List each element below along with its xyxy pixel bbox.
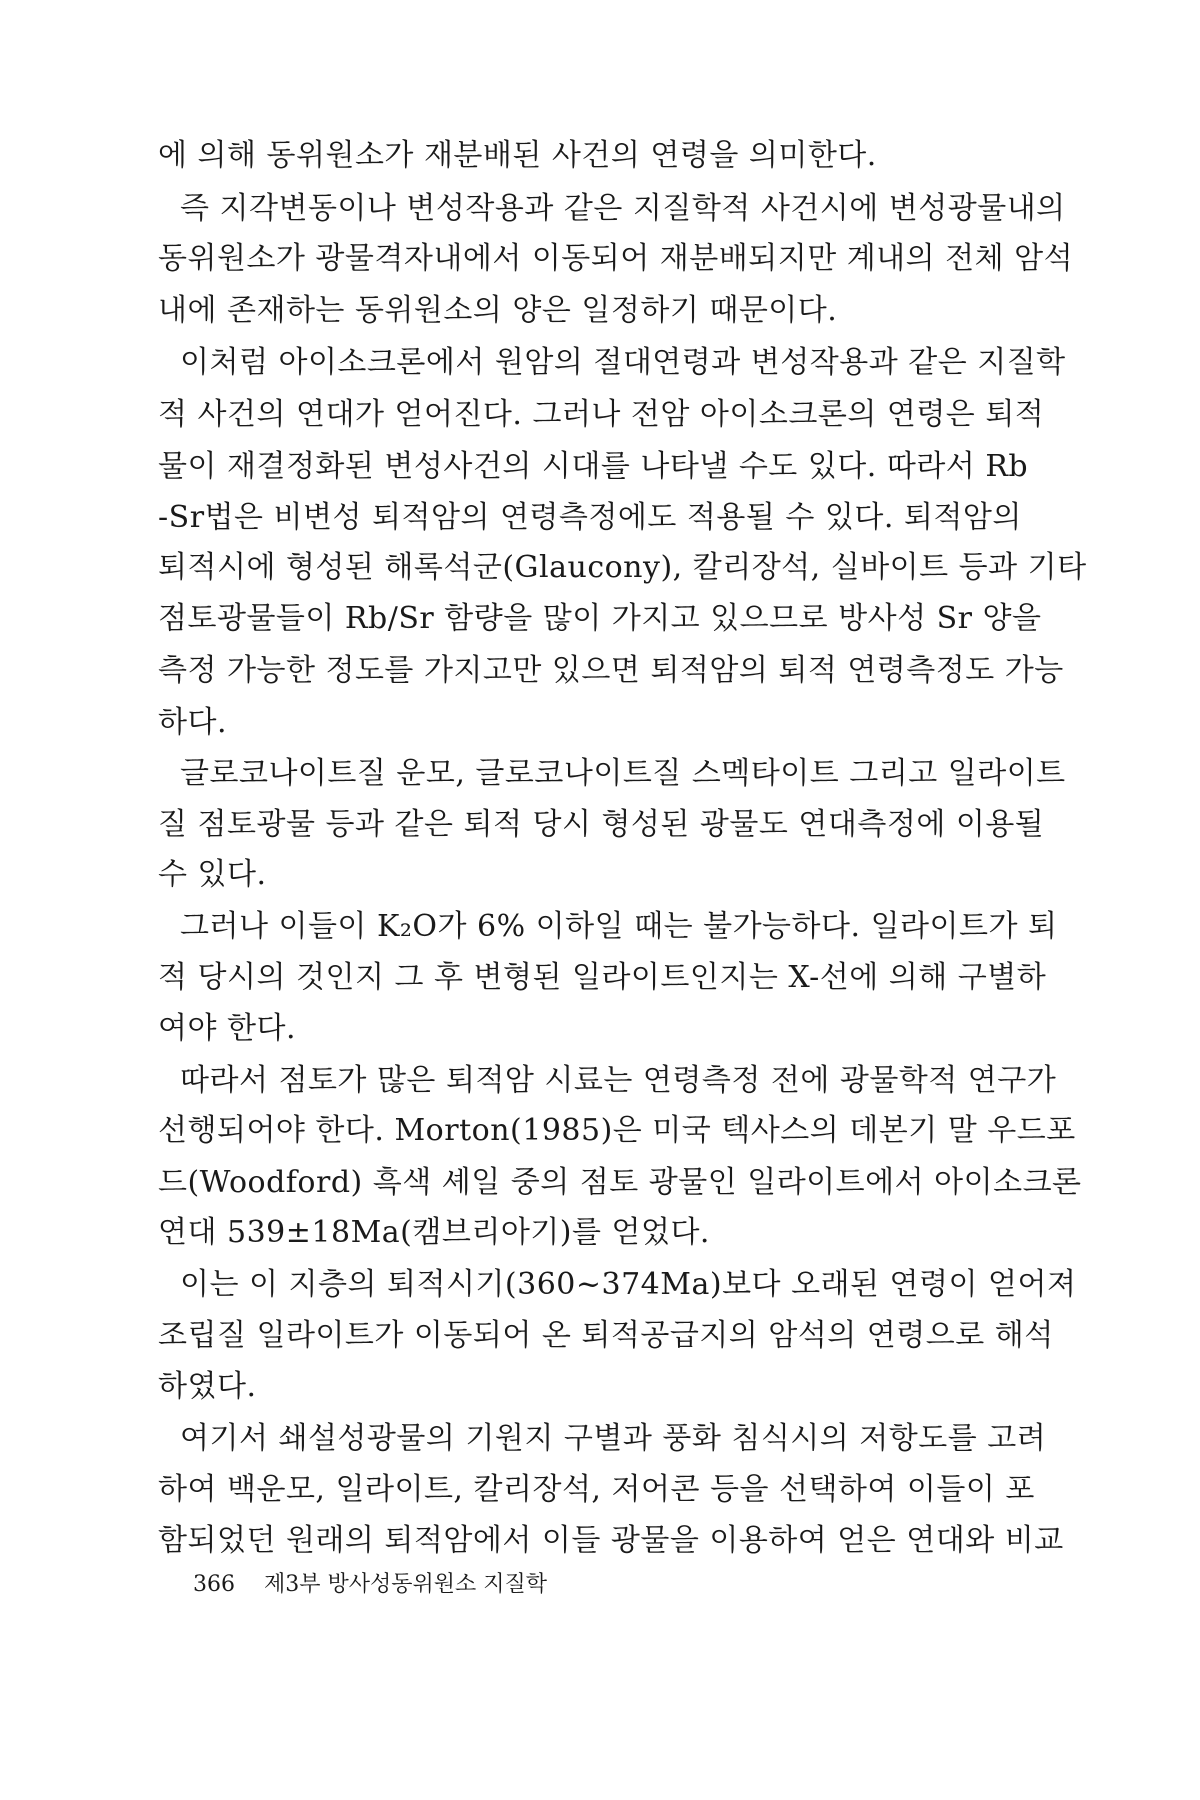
text-line: 여기서 쇄설성광물의 기원지 구별과 풍화 침식시의 저항도를 고려 (180, 1421, 1047, 1456)
text-line: 적 당시의 것인지 그 후 변형된 일라이트인지는 X-선에 의해 구별하 (158, 960, 1047, 995)
text-line: 점토광물들이 Rb/Sr 함량을 많이 가지고 있으므로 방사성 Sr 양을 (158, 601, 1042, 636)
page-number: 366 (193, 1572, 235, 1597)
text-line: 하다. (158, 705, 227, 740)
text-line: -Sr법은 비변성 퇴적암의 연령측정에도 적용될 수 있다. 퇴적암의 (158, 500, 1022, 535)
text-line: 즉 지각변동이나 변성작용과 같은 지질학적 사건시에 변성광물내의 (180, 191, 1066, 226)
text-line: 조립질 일라이트가 이동되어 온 퇴적공급지의 암석의 연령으로 해석 (158, 1318, 1054, 1353)
text-line: 여야 한다. (158, 1011, 296, 1046)
text-line: 이는 이 지층의 퇴적시기(360~374Ma)보다 오래된 연령이 얻어져 (180, 1267, 1077, 1302)
text-line: 수 있다. (158, 857, 267, 892)
text-line: 따라서 점토가 많은 퇴적암 시료는 연령측정 전에 광물학적 연구가 (180, 1063, 1057, 1098)
text-line: 물이 재결정화된 변성사건의 시대를 나타낼 수도 있다. 따라서 Rb (158, 449, 1029, 484)
text-line: 글로코나이트질 운모, 글로코나이트질 스멕타이트 그리고 일라이트 (180, 756, 1066, 791)
text-line: 에 의해 동위원소가 재분배된 사건의 연령을 의미한다. (158, 138, 877, 173)
text-line: 적 사건의 연대가 얻어진다. 그러나 전암 아이소크론의 연령은 퇴적 (158, 397, 1045, 432)
text-line: 측정 가능한 정도를 가지고만 있으면 퇴적암의 퇴적 연령측정도 가능 (158, 653, 1064, 688)
text-line: 하여 백운모, 일라이트, 칼리장석, 저어콘 등을 선택하여 이들이 포 (158, 1472, 1035, 1507)
text-line: 그러나 이들이 K₂O가 6% 이하일 때는 불가능하다. 일라이트가 퇴 (180, 909, 1058, 944)
text-line: 선행되어야 한다. Morton(1985)은 미국 텍사스의 데본기 말 우드포 (158, 1113, 1076, 1148)
text-line: 내에 존재하는 동위원소의 양은 일정하기 때문이다. (158, 293, 838, 328)
text-line: 이처럼 아이소크론에서 원암의 절대연령과 변성작용과 같은 지질학 (180, 345, 1066, 380)
text-line: 하였다. (158, 1369, 257, 1404)
running-section-title: 제3부 방사성동위원소 지질학 (264, 1572, 548, 1597)
text-line: 동위원소가 광물격자내에서 이동되어 재분배되지만 계내의 전체 암석 (158, 241, 1074, 276)
text-line: 연대 539±18Ma(캠브리아기)를 얻었다. (158, 1215, 710, 1250)
text-line: 드(Woodford) 흑색 셰일 중의 점토 광물인 일라이트에서 아이소크론 (158, 1165, 1082, 1200)
text-line: 질 점토광물 등과 같은 퇴적 당시 형성된 광물도 연대측정에 이용될 (158, 807, 1045, 842)
text-line: 퇴적시에 형성된 해록석군(Glaucony), 칼리장석, 실바이트 등과 기타 (158, 550, 1087, 585)
text-line: 함되었던 원래의 퇴적암에서 이들 광물을 이용하여 얻은 연대와 비교 (158, 1523, 1064, 1558)
page-footer (193, 1570, 547, 1600)
